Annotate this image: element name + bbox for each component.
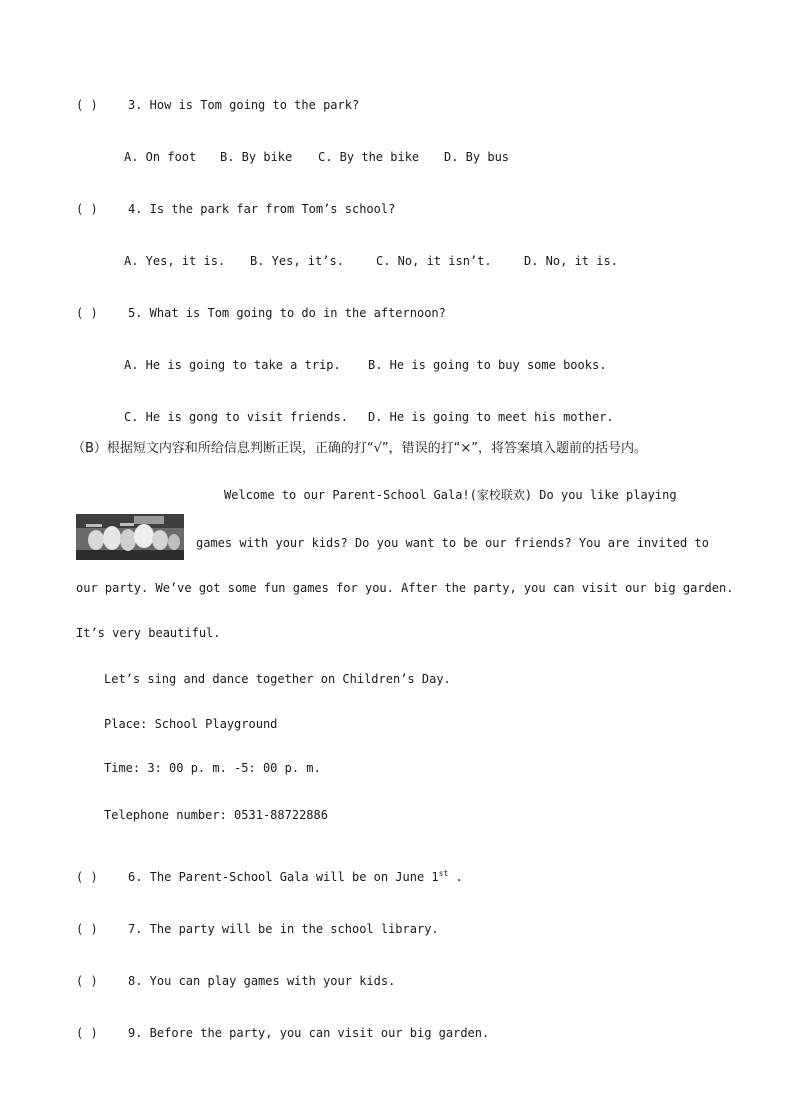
- superscript-st: st: [438, 869, 449, 878]
- option-b: B. He is going to buy some books.: [368, 358, 607, 372]
- question-9: [76, 1025, 489, 1041]
- passage-line-1: Welcome to our Parent-School Gala!(家校联欢) Do you like playing: [224, 488, 677, 502]
- question-7: [76, 921, 439, 937]
- passage-line-3: our party. We’ve got some fun games for you. After the party, you can visit our big garden.: [76, 581, 734, 595]
- option-a: A. On foot: [124, 150, 197, 164]
- option-c: C. No, it isn’t.: [376, 254, 492, 268]
- option-c: C. By the bike: [318, 150, 420, 164]
- option-a: A. He is going to take a trip.: [124, 358, 341, 372]
- answer-blank[interactable]: ( ): [76, 974, 98, 988]
- option-d: D. No, it is.: [524, 254, 618, 268]
- question-8: [76, 973, 395, 989]
- question-text: 4. Is the park far from Tom’s school?: [128, 202, 396, 216]
- answer-blank[interactable]: ( ): [76, 922, 98, 936]
- option-c: C. He is gong to visit friends.: [124, 410, 348, 424]
- option-d: D. By bus: [444, 150, 510, 164]
- question-text: 6. The Parent-School Gala will be on June 1: [128, 870, 439, 884]
- option-a: A. Yes, it is.: [124, 254, 226, 268]
- stage-performance-image: [76, 514, 184, 560]
- passage-line-4: It’s very beautiful.: [76, 626, 221, 640]
- question-5-options-ab: [124, 357, 606, 373]
- passage-phone: Telephone number: 0531-88722886: [104, 808, 328, 822]
- question-text: 3. How is Tom going to the park?: [128, 98, 360, 112]
- gala-photo: [76, 514, 184, 560]
- answer-blank[interactable]: ( ): [76, 1026, 98, 1040]
- answer-blank[interactable]: ( ): [76, 202, 98, 216]
- question-3: [76, 97, 359, 113]
- question-5: [76, 305, 446, 321]
- question-4-options: [124, 253, 618, 269]
- passage-line-5: Let’s sing and dance together on Children’s Day.: [104, 672, 451, 686]
- passage-line-2: games with your kids? Do you want to be our friends? You are invited to: [196, 536, 709, 550]
- question-3-options: [124, 149, 509, 165]
- answer-blank[interactable]: ( ): [76, 306, 98, 320]
- question-text: 8. You can play games with your kids.: [128, 974, 396, 988]
- question-text: 7. The party will be in the school library.: [128, 922, 439, 936]
- option-b: B. By bike: [220, 150, 293, 164]
- option-d: D. He is going to meet his mother.: [368, 410, 614, 424]
- question-text: 5. What is Tom going to do in the afternoon?: [128, 306, 446, 320]
- part-b-instruction: （B）根据短文内容和所给信息判断正误，正确的打“√”，错误的打“×”，将答案填入题前的括号内。: [72, 441, 648, 456]
- answer-blank[interactable]: ( ): [76, 870, 98, 884]
- option-b: B. Yes, it’s.: [250, 254, 344, 268]
- question-text: 9. Before the party, you can visit our big garden.: [128, 1026, 490, 1040]
- passage-time: Time: 3: 00 p. m. -5: 00 p. m.: [104, 761, 321, 775]
- question-6: [76, 869, 463, 885]
- question-4: [76, 201, 395, 217]
- passage-place: Place: School Playground: [104, 717, 278, 731]
- question-5-options-cd: [124, 409, 614, 425]
- question-text-end: .: [448, 870, 463, 884]
- answer-blank[interactable]: ( ): [76, 98, 98, 112]
